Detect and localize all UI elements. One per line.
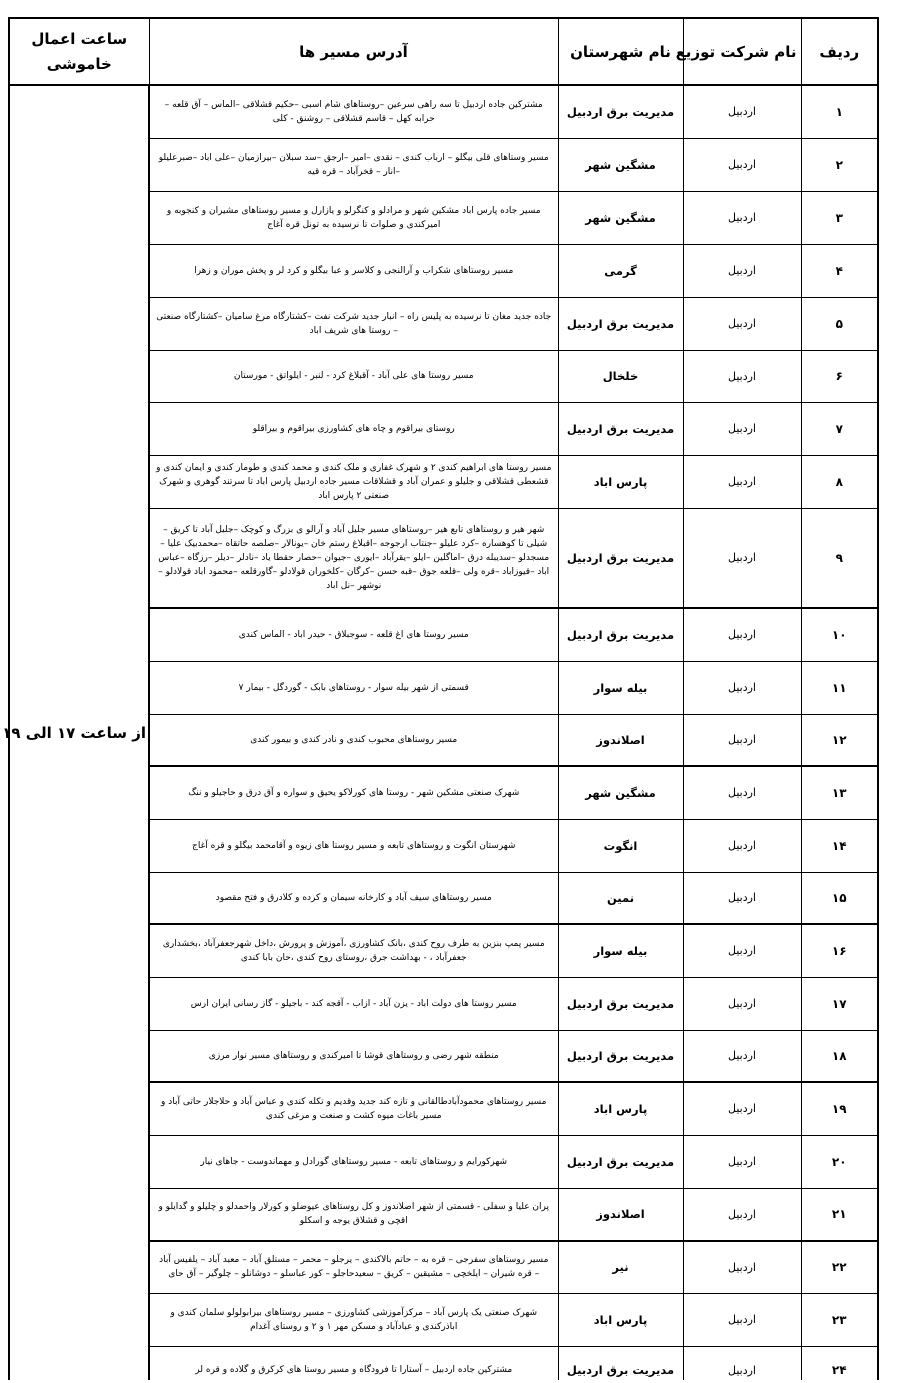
distribution-company: اردبیل xyxy=(683,1293,801,1346)
document-page xyxy=(2,17,880,1383)
county-name: نمین xyxy=(558,872,683,924)
distribution-company: اردبیل xyxy=(683,455,801,508)
county-name: مدیریت برق اردبیل xyxy=(558,1030,683,1082)
row-number: ۲۳ xyxy=(801,1293,878,1346)
distribution-company: اردبیل xyxy=(683,297,801,350)
distribution-company: اردبیل xyxy=(683,1082,801,1135)
route-address: شهرکورایم و روستاهای تابعه - مسیر روستاهای گورادل و مهماندوست - جاهای نیار xyxy=(149,1135,558,1188)
route-address: مسیر روستا های دولت اباد - یزن آباد - ازاب - آقجه کند - باجیلو - گاز رسانی ایران ارس xyxy=(149,977,558,1030)
route-address: مسیر روستا های ابراهیم کندی ۲ و شهرک غفاری و ملک کندی و محمد کندی و طومار کندی و ایمان کندی و قشعطی قشلاقی و جلیلو و عمران آباد و قشلاقات مسیر جاده اردبیل پارس اباد تا سرتند گوهری و شهرک صنعتی ۲ پارس اباد xyxy=(149,455,558,508)
county-name: بیله سوار xyxy=(558,661,683,714)
row-number: ۲۴ xyxy=(801,1346,878,1380)
county-name: مدیریت برق اردبیل xyxy=(558,977,683,1030)
route-address: مسیر روستاهای محبوب کندی و نادر کندی و بیمور کندی xyxy=(149,714,558,766)
row-number: ۲۱ xyxy=(801,1188,878,1241)
row-number: ۳ xyxy=(801,191,878,244)
route-address: مسیر پمپ بنزین به طرف روح کندی ،بانک کشاورزی ،آموزش و پرورش ،داخل شهرجعفرآباد ،بخشداری جعفرآباد ، - بهداشت جرق ،روستای روح کندی ،حان بابا کندی xyxy=(149,924,558,977)
route-address: روستای بیراقوم و چاه های کشاورزی بیراقوم و بیراقلو xyxy=(149,402,558,455)
row-number: ۱۵ xyxy=(801,872,878,924)
row-number: ۱ xyxy=(801,85,878,138)
distribution-company: اردبیل xyxy=(683,1030,801,1082)
distribution-company: اردبیل xyxy=(683,350,801,402)
route-address: منطقه شهر رضی و روستاهای قوشا تا امیرکندی و روستاهای مسیر نوار مرزی xyxy=(149,1030,558,1082)
county-name: اصلاندوز xyxy=(558,1188,683,1241)
header-outage-time-line2: خاموشی xyxy=(46,54,112,73)
row-number: ۱۱ xyxy=(801,661,878,714)
distribution-company: اردبیل xyxy=(683,1135,801,1188)
county-name: مدیریت برق اردبیل xyxy=(558,1135,683,1188)
county-name: انگوت xyxy=(558,819,683,872)
county-name: مدیریت برق اردبیل xyxy=(558,85,683,138)
row-number: ۹ xyxy=(801,508,878,608)
distribution-company: اردبیل xyxy=(683,1346,801,1380)
county-name: پارس اباد xyxy=(558,455,683,508)
route-address: شهرک صنعتی مشکین شهر - روستا های کورلاکو یحیق و سواره و آق درق و حاجیلو و ننگ xyxy=(149,766,558,819)
row-number: ۲۰ xyxy=(801,1135,878,1188)
distribution-company: اردبیل xyxy=(683,714,801,766)
distribution-company: اردبیل xyxy=(683,138,801,191)
row-number: ۱۳ xyxy=(801,766,878,819)
distribution-company: اردبیل xyxy=(683,924,801,977)
row-number: ۱۴ xyxy=(801,819,878,872)
route-address: مشترکین جاده اردبیل – آستارا تا فرودگاه و مسیر روستا های کرکرق و گلاده و قره لر xyxy=(149,1346,558,1380)
county-name: مشگین شهر xyxy=(558,191,683,244)
distribution-company: اردبیل xyxy=(683,819,801,872)
distribution-company: اردبیل xyxy=(683,402,801,455)
county-name: پارس اباد xyxy=(558,1082,683,1135)
distribution-company: اردبیل xyxy=(683,1241,801,1293)
header-outage-time-line1: ساعت اعمال xyxy=(31,29,128,48)
row-number: ۸ xyxy=(801,455,878,508)
distribution-company: اردبیل xyxy=(683,85,801,138)
route-address: شهر هیر و روستاهای تابع هیر –روستاهای مسیر جلیل آباد و آرالو ی بزرگ و کوچک –جلیل آباد تا کریق –شیلی تا کوهساره –کرد علیلو –جنتاب ارجوجه –اقبلاغ رستم خان –یونالار –صلصه حاتقاه –محمدبیک علیا –مسجدلو –سدیبله درق –اماگلین –ایلو –یقرآباد –ایوری –جیوان –حصار حقطا یاد –نادلر –دیلر –رزگاه –عباس اباد –قیوزاباد –قره ولی –قلعه جوق –قبه حسن –کرگان –کلخوران قولادلو –گاورقلعه –محمود اباد قولادلو –نوشهر –نل اباد xyxy=(149,508,558,608)
county-name: اصلاندوز xyxy=(558,714,683,766)
row-number: ۱۶ xyxy=(801,924,878,977)
header-row-number: ردیف xyxy=(801,18,878,85)
row-number: ۲ xyxy=(801,138,878,191)
route-address: شهرستان انگوت و روستاهای تابعه و مسیر روستا های زیوه و آقامحمد بیگلو و قره آغاج xyxy=(149,819,558,872)
row-number: ۱۹ xyxy=(801,1082,878,1135)
row-number: ۱۸ xyxy=(801,1030,878,1082)
row-number: ۷ xyxy=(801,402,878,455)
header-outage-time xyxy=(9,18,149,85)
route-address: مسیر جاده پارس اباد مشکین شهر و مرادلو و کنگرلو و یازارل و مسیر روستاهای مشیران و کنجوبه و امیرکندی و صلوات تا نرسیده به تونل قره آغاج xyxy=(149,191,558,244)
distribution-company: اردبیل xyxy=(683,766,801,819)
distribution-company: اردبیل xyxy=(683,872,801,924)
route-address: مسیر روستا های اغ قلعه - سوجبلاق - حیدر اباد - الماس کندی xyxy=(149,608,558,661)
county-name: بیله سوار xyxy=(558,924,683,977)
row-number: ۶ xyxy=(801,350,878,402)
header-row xyxy=(9,18,878,85)
row-number: ۱۷ xyxy=(801,977,878,1030)
distribution-company: اردبیل xyxy=(683,191,801,244)
row-number: ۲۲ xyxy=(801,1241,878,1293)
row-number: ۱۲ xyxy=(801,714,878,766)
county-name: مدیریت برق اردبیل xyxy=(558,508,683,608)
distribution-company: اردبیل xyxy=(683,977,801,1030)
county-name: مشگین شهر xyxy=(558,138,683,191)
distribution-company: اردبیل xyxy=(683,608,801,661)
distribution-company: اردبیل xyxy=(683,661,801,714)
header-company: نام شرکت توزیع xyxy=(683,18,801,85)
route-address: جاده جدید مغان تا نرسیده به پلیس راه – انبار جدید شرکت نفت –کشتارگاه مرغ سامیان –کشتارگاه صنعتی – روستا های شریف اباد xyxy=(149,297,558,350)
header-county: نام شهرستان xyxy=(558,18,683,85)
route-address: مشترکین جاده اردبیل تا سه راهی سرعین –روستاهای شام اسبی –حکیم قشلاقی –الماس – آق قلعه –حرابه کهل – قاسم قشلاقی – روشنق - کلی xyxy=(149,85,558,138)
route-address: مسیر وستاهای قلی بیگلو – ارباب کندی – نقدی –امیر –ارجق –سد سبلان –بیرازمیان –علی اباد –صبرعلیلو –انار – قخرآباد – قره قیه xyxy=(149,138,558,191)
route-address: مسیر روستا های علی آباد - آقبلاغ کرد - لنبر - ایلواتق - مورستان xyxy=(149,350,558,402)
county-name: مشگین شهر xyxy=(558,766,683,819)
table-row xyxy=(9,85,878,138)
distribution-company: اردبیل xyxy=(683,508,801,608)
county-name: مدیریت برق اردبیل xyxy=(558,608,683,661)
route-address: شهرک صنعتی یک پارس آباد – مرکزآموزشی کشاورزی – مسیر روستاهای بیرابولولو سلمان کندی و اباذرکندی و عبادآباد و مسکن مهر ۱ و ۲ و روستای آغدام xyxy=(149,1293,558,1346)
header-address: آدرس مسیر ها xyxy=(149,18,558,85)
county-name: مدیریت برق اردبیل xyxy=(558,402,683,455)
route-address: مسیر روستاهای شکراب و آرالنجی و کلاسر و عبا بیگلو و کرد لر و پخش موران و زهرا xyxy=(149,244,558,297)
row-number: ۴ xyxy=(801,244,878,297)
county-name: پارس اباد xyxy=(558,1293,683,1346)
outage-schedule-table xyxy=(2,17,879,1380)
route-address: مسیر روستاهای سیف آباد و کارخانه سیمان و کرده و کلادرق و فتح مقصود xyxy=(149,872,558,924)
route-address: مسیر روستاهای سفرجی – قره به – حاتم بالاکندی – یرجلو – محمر – مستلق آباد – معبد آباد – یلفیس آباد – قره شیران – ایلخچی – مشیقین – کریق – سعیدحاجلو – کور عباسلو – دوشانلو – چلوگیر – آق حای xyxy=(149,1241,558,1293)
distribution-company: اردبیل xyxy=(683,1188,801,1241)
county-name: نیر xyxy=(558,1241,683,1293)
route-address: پران علیا و سفلی - قسمتی از شهر اصلاندوز و کل روستاهای عیوضلو و کورلار واحمدلو و چلیلو و گدایلو و اقچی و قشلاق یوجه و اسکلو xyxy=(149,1188,558,1241)
county-name: خلخال xyxy=(558,350,683,402)
county-name: گرمی xyxy=(558,244,683,297)
county-name: مدیریت برق اردبیل xyxy=(558,297,683,350)
county-name: مدیریت برق اردبیل xyxy=(558,1346,683,1380)
route-address: مسیر روستاهای محمودآبادطالقانی و تازه کند جدید وقدیم و تکله کندی و عباس آباد و حلاجلار حاتی آباد و مسیر باغات میوه کشت و صنعت و مرغی کندی xyxy=(149,1082,558,1135)
row-number: ۵ xyxy=(801,297,878,350)
row-number: ۱۰ xyxy=(801,608,878,661)
route-address: قسمتی از شهر بیله سوار - روستاهای بابک - گوردگل - بیمار ۷ xyxy=(149,661,558,714)
distribution-company: اردبیل xyxy=(683,244,801,297)
outage-time-cell: از ساعت ۱۷ الی ۱۹ xyxy=(9,85,149,1380)
